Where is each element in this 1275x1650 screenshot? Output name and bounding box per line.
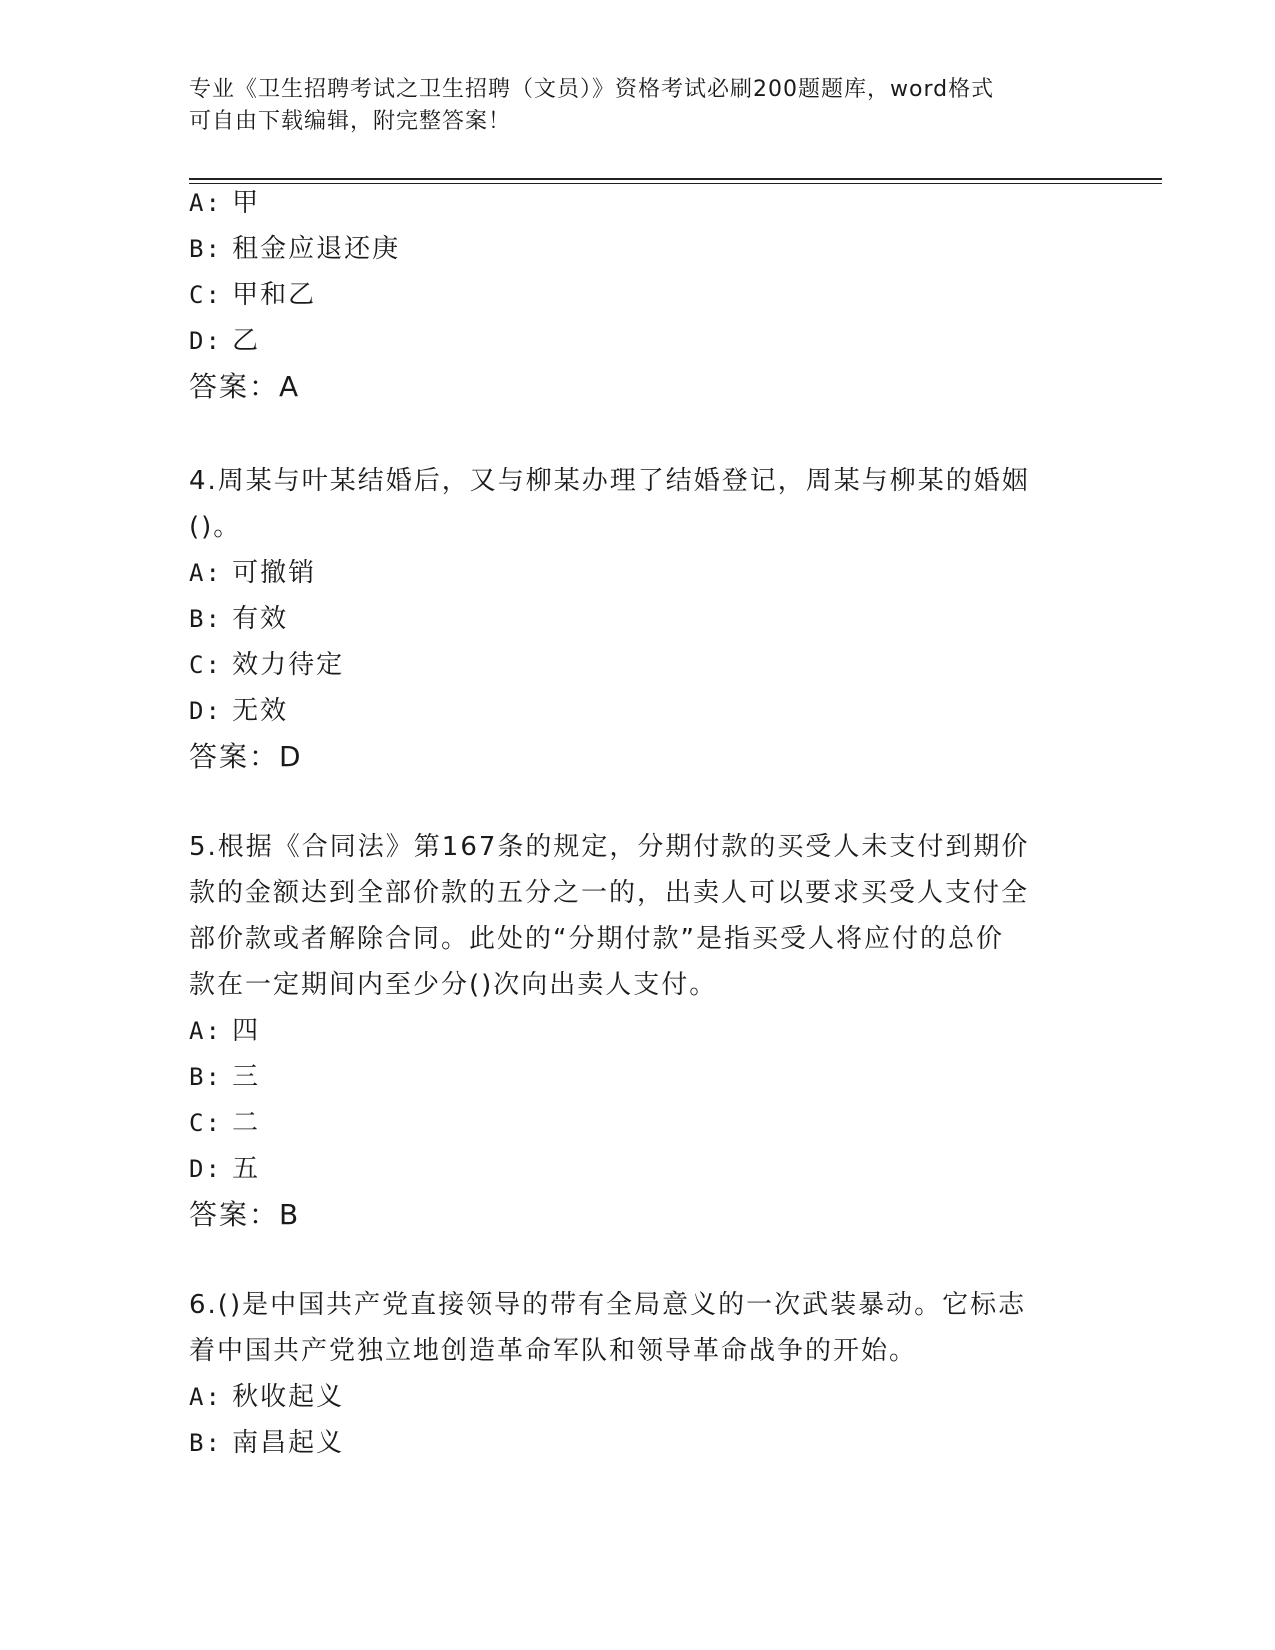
option-a (189, 1374, 1069, 1420)
question-6 (189, 1282, 1069, 1466)
question-line: 款的金额达到全部价款的五分之一的，出卖人可以要求买受人支付全 (189, 878, 1030, 908)
option-text: 可撤销 (232, 558, 317, 588)
option-text: 秋收起义 (232, 1382, 345, 1412)
question-line: 5.根据《合同法》第167条的规定，分期付款的买受人未支付到期价 (189, 832, 1030, 862)
option-letter: D: (189, 1155, 222, 1183)
option-text: 五 (232, 1154, 261, 1184)
question-4 (189, 458, 1069, 780)
option-text: 四 (232, 1016, 261, 1046)
question-text (189, 1282, 1069, 1374)
option-letter: A: (189, 1017, 222, 1045)
option-a (189, 550, 1069, 596)
option-text: 二 (232, 1108, 261, 1138)
option-text: 甲和乙 (232, 280, 317, 310)
answer: 答案：B (189, 1198, 301, 1231)
option-text: 甲 (232, 188, 261, 218)
answer: 答案：A (189, 370, 301, 403)
option-b (189, 226, 1069, 272)
option-letter: C: (189, 651, 222, 679)
option-text: 效力待定 (232, 650, 345, 680)
option-text: 无效 (232, 696, 289, 726)
option-text: 租金应退还庚 (232, 234, 401, 264)
option-letter: C: (189, 281, 222, 309)
option-letter: A: (189, 189, 222, 217)
option-text: 南昌起义 (232, 1428, 345, 1458)
option-letter: B: (189, 605, 222, 633)
option-letter: D: (189, 697, 222, 725)
option-d (189, 1146, 1069, 1192)
option-text: 乙 (232, 326, 261, 356)
question-line: 款在一定期间内至少分()次向出卖人支付。 (189, 970, 718, 1000)
option-letter: D: (189, 327, 222, 355)
header-line-2: 可自由下载编辑，附完整答案！ (189, 109, 512, 134)
question-text (189, 824, 1069, 1008)
option-b (189, 1420, 1069, 1466)
question-3-tail (189, 180, 1069, 410)
option-letter: A: (189, 1383, 222, 1411)
option-b (189, 596, 1069, 642)
option-a (189, 1008, 1069, 1054)
question-line: 着中国共产党独立地创造革命军队和领导革命战争的开始。 (189, 1336, 918, 1366)
option-c (189, 272, 1069, 318)
question-line: 4.周某与叶某结婚后，又与柳某办理了结婚登记，周某与柳某的婚姻 (189, 466, 1030, 496)
option-c (189, 1100, 1069, 1146)
option-letter: B: (189, 1063, 222, 1091)
answer: 答案：D (189, 740, 303, 773)
question-line: 6.()是中国共产党直接领导的带有全局意义的一次武装暴动。它标志 (189, 1290, 1027, 1320)
document-header (189, 74, 1069, 138)
question-text (189, 458, 1069, 550)
option-letter: B: (189, 1429, 222, 1457)
question-5 (189, 824, 1069, 1238)
option-letter: B: (189, 235, 222, 263)
option-letter: C: (189, 1109, 222, 1137)
option-c (189, 642, 1069, 688)
question-line: ()。 (189, 512, 242, 542)
option-b (189, 1054, 1069, 1100)
header-line-1: 专业《卫生招聘考试之卫生招聘（文员）》资格考试必刷200题题库，word格式 (189, 77, 995, 102)
option-letter: A: (189, 559, 222, 587)
option-d (189, 688, 1069, 734)
option-text: 有效 (232, 604, 289, 634)
option-text: 三 (232, 1062, 261, 1092)
option-a (189, 180, 1069, 226)
option-d (189, 318, 1069, 364)
question-line: 部价款或者解除合同。此处的“分期付款”是指买受人将应付的总价 (189, 924, 1004, 954)
